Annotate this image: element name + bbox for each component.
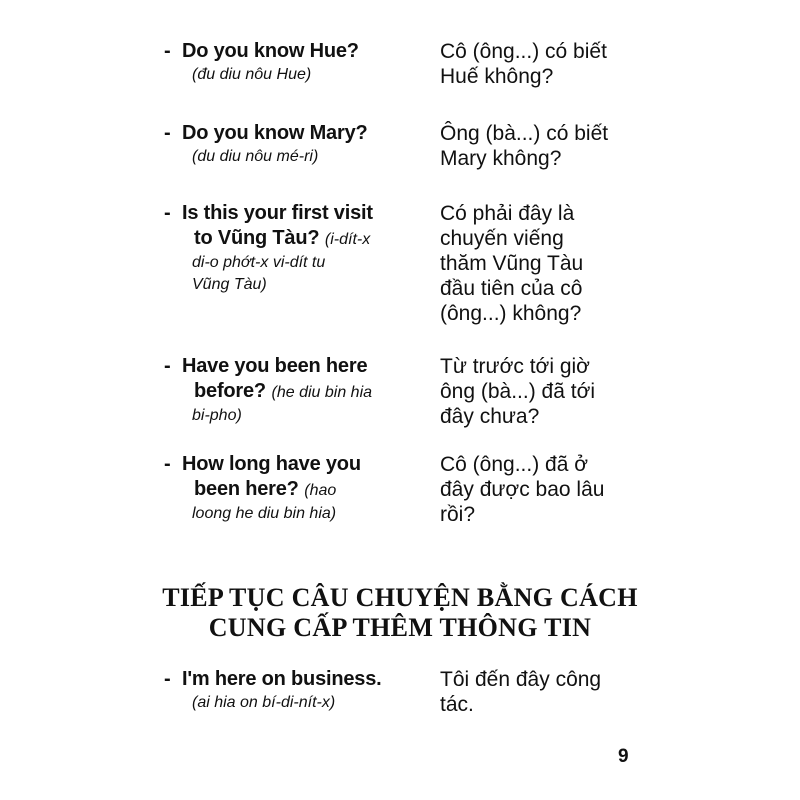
vietnamese-line: Cô (ông...) có biết [440,40,607,63]
english-phrase-line [182,226,422,252]
entry-dash: - [164,355,171,377]
pronunciation: Vũng Tàu) [192,276,267,293]
vietnamese-line: Huế không? [440,65,554,88]
english-phrase: I'm here on business. [182,668,382,690]
section-heading-line: CUNG CẤP THÊM THÔNG TIN [208,613,592,642]
english-phrase: Have you been here [182,355,368,377]
vietnamese-line: Mary không? [440,147,562,170]
english-phrase: been here? [194,478,299,500]
english-column [182,121,422,168]
english-phrase-line [182,477,422,503]
english-column [182,39,422,86]
vietnamese-column [440,39,660,89]
vietnamese-line: đây chưa? [440,405,540,428]
english-phrase: before? [194,380,266,402]
vietnamese-column [440,121,660,171]
pronunciation: bi-pho) [192,407,242,424]
english-phrase: Is this your first visit [182,202,373,224]
english-phrase-line [182,379,422,405]
vietnamese-line: chuyến viếng [440,227,564,250]
section-heading-line: TIẾP TỤC CÂU CHUYỆN BẰNG CÁCH [162,583,638,612]
english-phrase: to Vũng Tàu? [194,227,320,249]
vietnamese-column [440,452,660,527]
vietnamese-line: tác. [440,693,474,716]
entry-dash: - [164,453,171,475]
pronunciation: (i-dít-x [324,231,371,248]
entry-dash: - [164,122,171,144]
pronunciation: loong he diu bin hia) [192,505,337,522]
pronunciation: (đu diu nôu Hue) [192,66,312,83]
entry-dash: - [164,40,171,62]
vietnamese-line: Ông (bà...) có biết [440,122,609,145]
english-column [182,452,422,525]
vietnamese-line: (ông...) không? [440,302,582,325]
vietnamese-line: thăm Vũng Tàu [440,252,584,275]
entry-dash: - [164,202,171,224]
pronunciation: (ai hia on bí-di-nít-x) [192,694,336,711]
english-column [182,667,422,714]
vietnamese-line: đây được bao lâu [440,478,605,501]
vietnamese-line: đầu tiên của cô [440,277,583,300]
english-phrase: Do you know Mary? [182,122,368,144]
vietnamese-column [440,354,660,429]
vietnamese-line: Từ trước tới giờ [440,355,590,378]
vietnamese-line: Cô (ông...) đã ở [440,453,589,476]
english-column [182,201,422,296]
english-phrase: Do you know Hue? [182,40,359,62]
page-number: 9 [618,746,629,767]
section-heading [0,583,800,643]
pronunciation: di-o phớt-x vi-dít tu [192,254,326,271]
pronunciation: (hao [304,482,337,499]
vietnamese-column [440,667,660,717]
pronunciation: (du diu nôu mé-ri) [192,148,319,165]
vietnamese-line: rồi? [440,503,476,526]
pronunciation: (he diu bin hia [271,384,373,401]
english-phrase: How long have you [182,453,361,475]
vietnamese-line: Tôi đến đây công [440,668,602,691]
vietnamese-column [440,201,660,326]
vietnamese-line: ông (bà...) đã tới [440,380,596,403]
vietnamese-line: Có phải đây là [440,202,575,225]
entry-dash: - [164,668,171,690]
english-column [182,354,422,427]
